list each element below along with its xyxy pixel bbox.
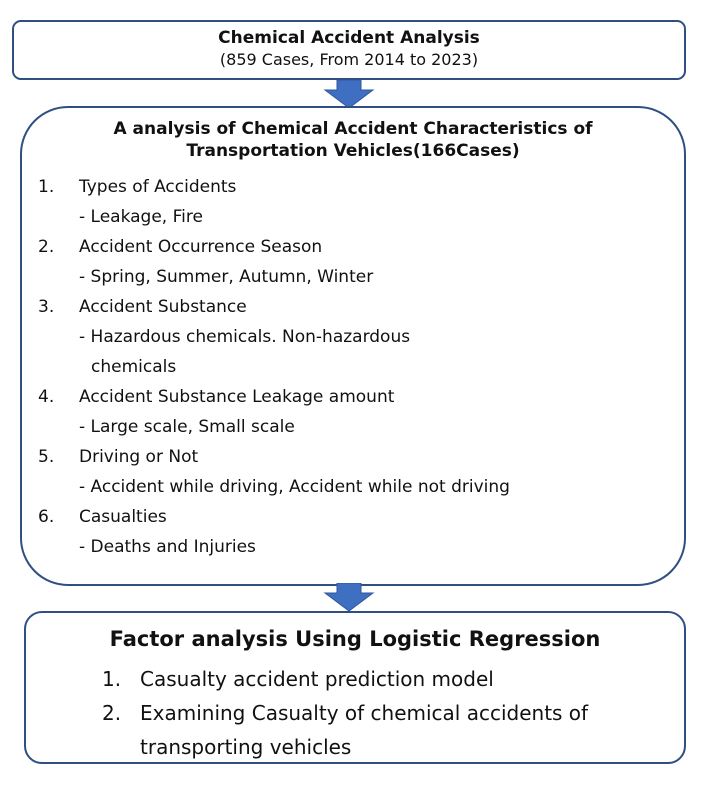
list-item: [38, 292, 510, 322]
item-detail: - Leakage, Fire: [79, 207, 203, 227]
item-number: 1.: [38, 177, 55, 197]
item-label: Casualties: [79, 507, 167, 527]
item-label: Accident Occurrence Season: [79, 237, 323, 257]
item-number: 2.: [38, 237, 55, 257]
item-number: 1.: [102, 667, 122, 691]
analysis-scope-box: [12, 20, 686, 80]
list-item: [102, 662, 588, 696]
item-detail: - Accident while driving, Accident while not driving: [79, 477, 510, 497]
item-detail: - Spring, Summer, Autumn, Winter: [79, 267, 374, 287]
list-item-detail: [38, 412, 510, 442]
item-label: Accident Substance Leakage amount: [79, 387, 395, 407]
item-detail: chemicals: [91, 357, 177, 377]
list-item: [102, 696, 588, 730]
factor-analysis-box: [24, 611, 686, 764]
item-label: Casualty accident prediction model: [140, 667, 494, 691]
characteristics-title-line1: A analysis of Chemical Accident Characteristics of: [113, 119, 593, 139]
factor-analysis-list: [102, 662, 588, 764]
top-title: Chemical Accident Analysis: [218, 28, 480, 48]
list-item: [38, 502, 510, 532]
item-number: 5.: [38, 447, 55, 467]
list-item: [38, 232, 510, 262]
list-item-detail: [38, 532, 510, 562]
list-item-detail: [38, 472, 510, 502]
top-subtitle: (859 Cases, From 2014 to 2023): [219, 50, 479, 69]
item-number: 6.: [38, 507, 55, 527]
characteristics-title-line2: Transportation Vehicles(166Cases): [186, 141, 520, 161]
list-item-continued: [102, 730, 588, 764]
list-item: [38, 172, 510, 202]
list-item-detail: [38, 202, 510, 232]
item-label: Accident Substance: [79, 297, 247, 317]
factor-analysis-title: Factor analysis Using Logistic Regression: [109, 627, 601, 651]
item-label: transporting vehicles: [140, 735, 352, 759]
list-item-detail: [38, 262, 510, 292]
list-item: [38, 442, 510, 472]
down-arrow-icon: [319, 583, 379, 613]
item-number: 3.: [38, 297, 55, 317]
characteristics-title: [22, 118, 684, 162]
item-label: Driving or Not: [79, 447, 199, 467]
item-label: Types of Accidents: [79, 177, 237, 197]
item-detail: - Hazardous chemicals. Non-hazardous: [79, 327, 411, 347]
item-number: 2.: [102, 701, 122, 725]
item-number: 4.: [38, 387, 55, 407]
list-item-detail: [38, 322, 510, 352]
item-label: Examining Casualty of chemical accidents of: [140, 701, 589, 725]
characteristics-list: [38, 172, 510, 562]
list-item: [38, 382, 510, 412]
characteristics-box: [20, 106, 686, 586]
list-item-detail-continued: [38, 352, 510, 382]
item-detail: - Deaths and Injuries: [79, 537, 256, 557]
item-detail: - Large scale, Small scale: [79, 417, 295, 437]
